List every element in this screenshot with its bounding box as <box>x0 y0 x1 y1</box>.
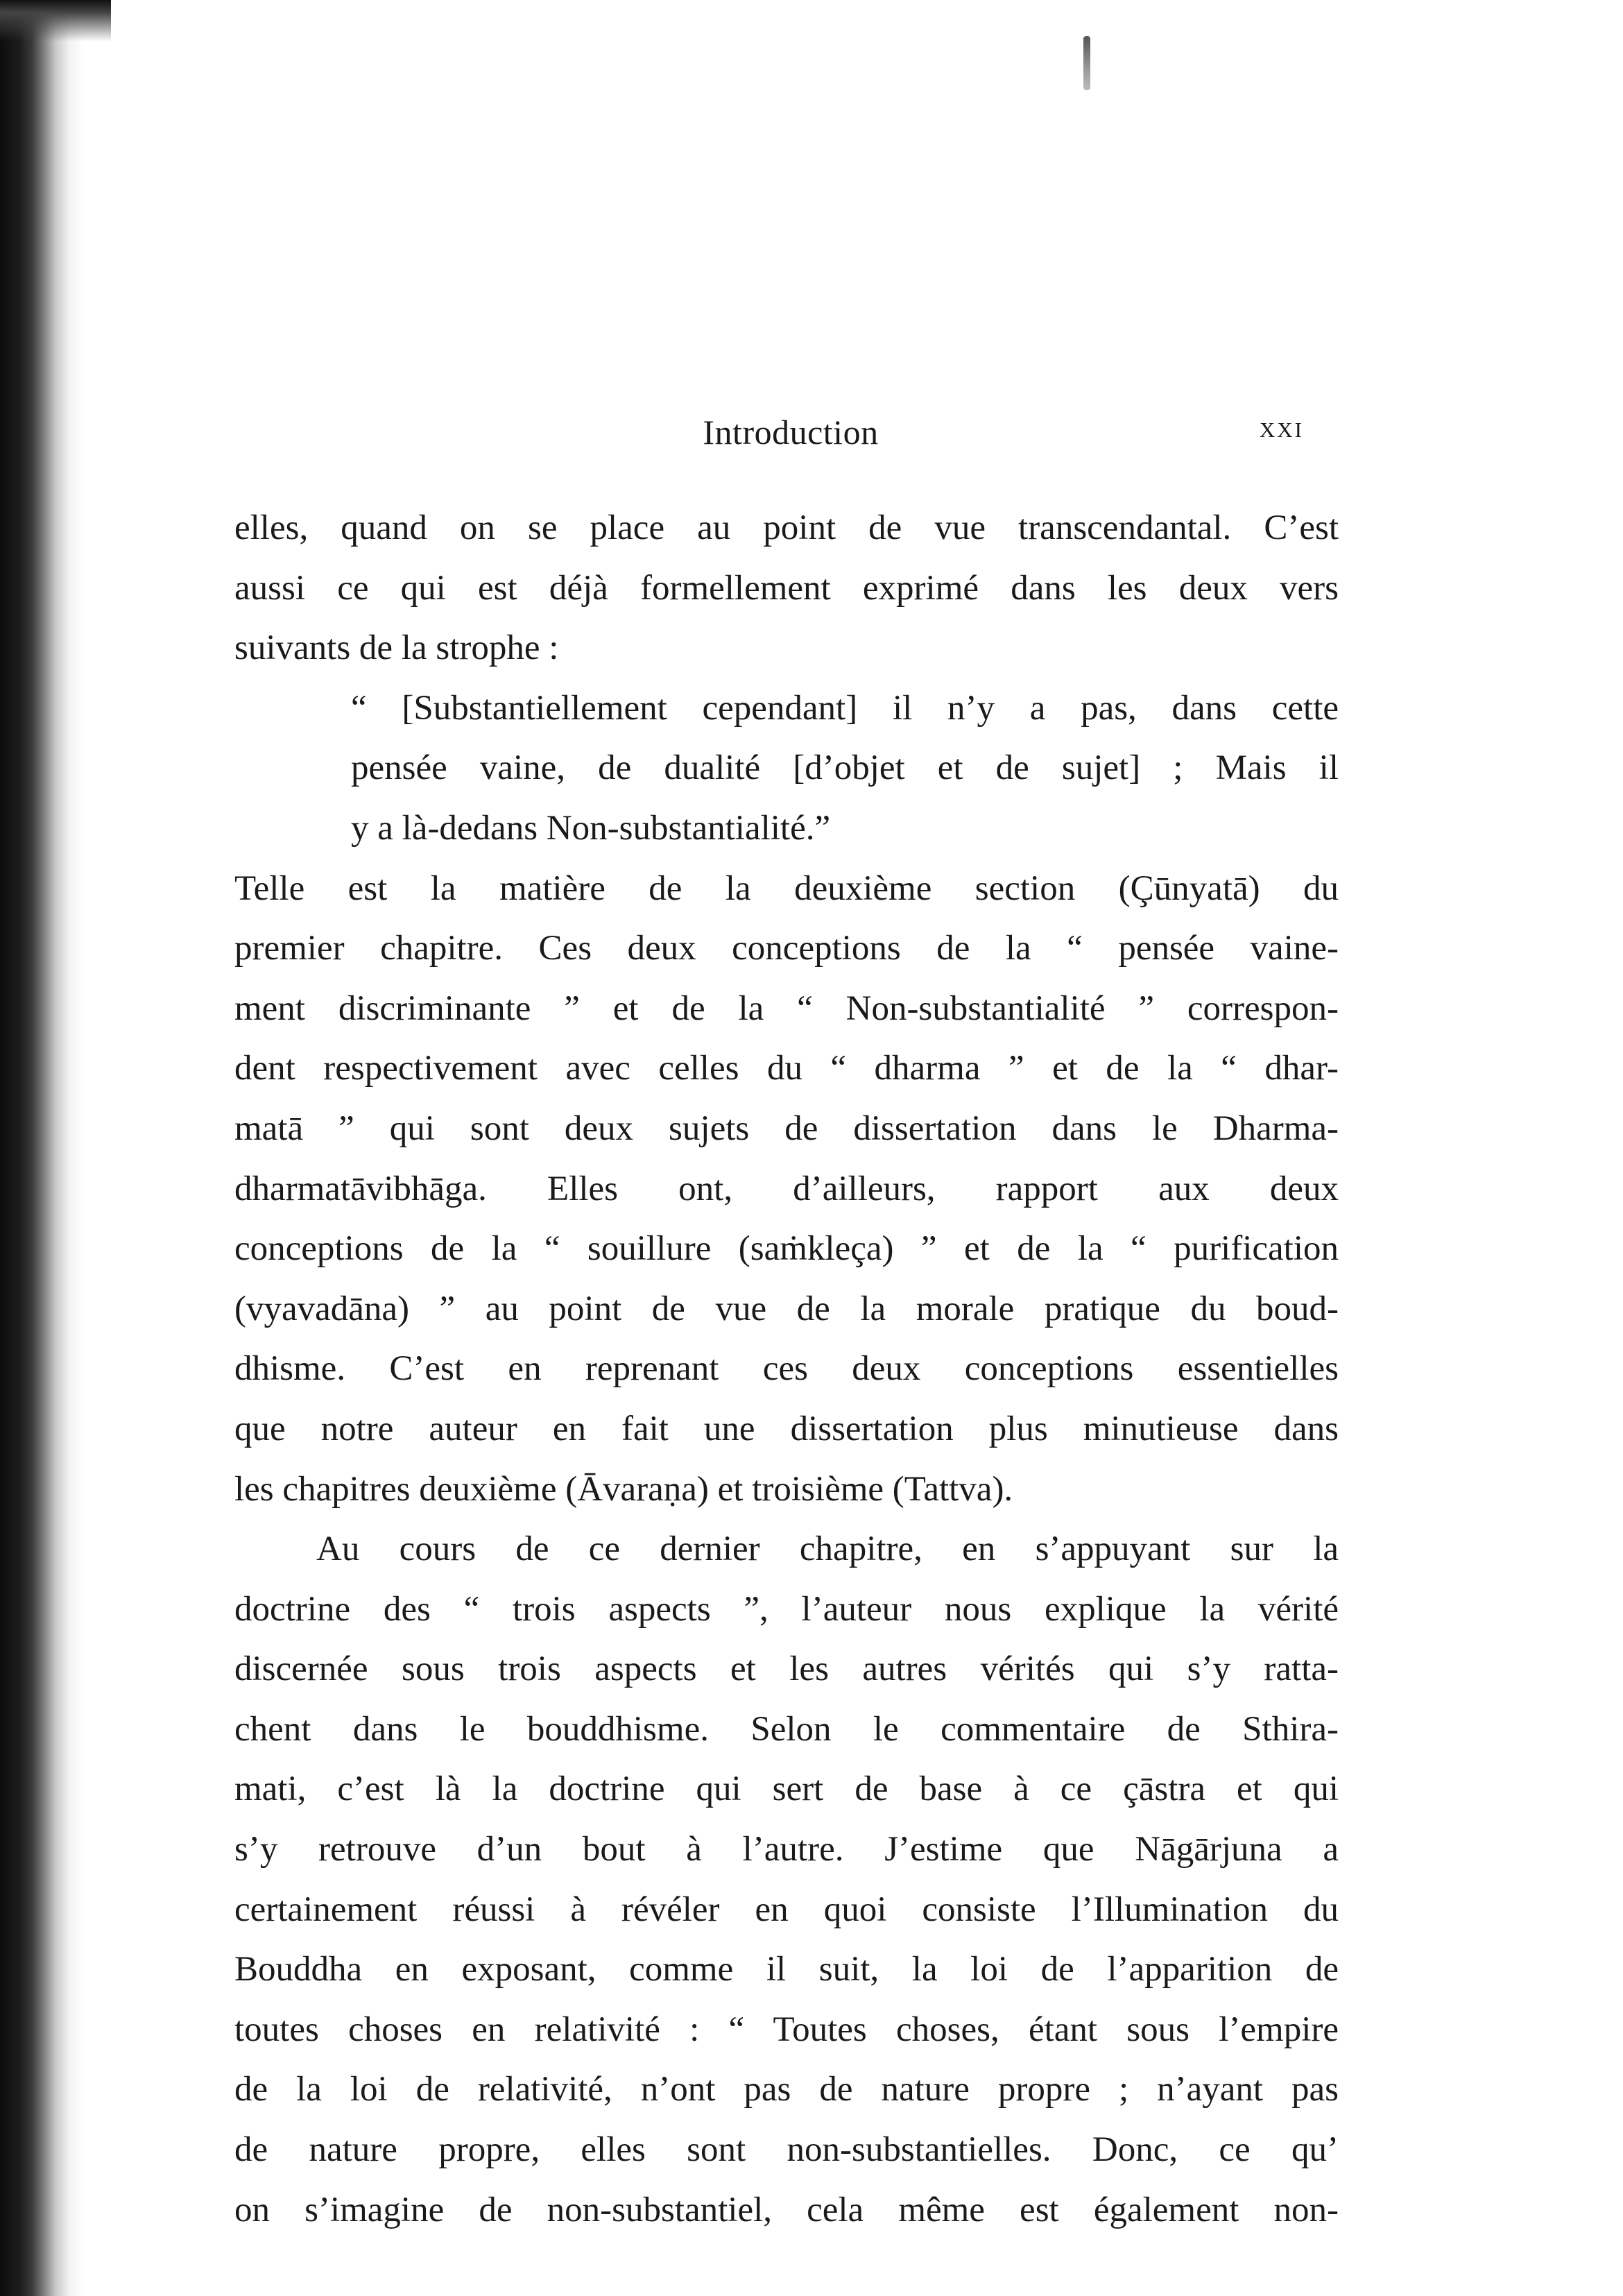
body-text <box>234 498 1339 2240</box>
quote-line: “ [Substantiellement cependant] il n’y a pas, dans cette <box>351 688 1339 728</box>
running-header <box>0 408 1623 463</box>
text-line: chent dans le bouddhisme. Selon le commentaire de Sthira- <box>234 1709 1339 1749</box>
text-line: s’y retrouve d’un bout à l’autre. J’estime que Nāgārjuna a <box>234 1830 1339 1869</box>
text-line: Telle est la matière de la deuxième section (Çūnyatā) du <box>234 868 1339 908</box>
text-line: conceptions de la “ souillure (saṁkleça) ” et de la “ purification <box>234 1229 1339 1269</box>
text-line: (vyavadāna) ” au point de vue de la morale pratique du boud- <box>234 1289 1339 1328</box>
text-line: matā ” qui sont deux sujets de dissertation dans le Dharma- <box>234 1108 1339 1148</box>
text-line: elles, quand on se place au point de vue transcendantal. C’est <box>234 508 1339 547</box>
text-line: de la loi de relativité, n’ont pas de nature propre ; n’ayant pas <box>234 2070 1339 2109</box>
page-number: xxi <box>1259 410 1304 444</box>
text-line: de nature propre, elles sont non-substantielles. Donc, ce qu’ <box>234 2130 1339 2170</box>
text-line: Bouddha en exposant, comme il suit, la loi de l’apparition de <box>234 1950 1339 1989</box>
text-line: aussi ce qui est déjà formellement exprimé dans les deux vers <box>234 568 1339 608</box>
text-line: ment discriminante ” et de la “ Non-substantialité ” correspon- <box>234 988 1339 1028</box>
text-line: doctrine des “ trois aspects ”, l’auteur nous explique la vérité <box>234 1589 1339 1629</box>
text-line: toutes choses en relativité : “ Toutes choses, étant sous l’empire <box>234 2010 1339 2049</box>
text-line: dhisme. C’est en reprenant ces deux conceptions essentielles <box>234 1349 1339 1389</box>
running-title: Introduction <box>703 413 879 452</box>
text-line: suivants de la strophe : <box>234 628 559 668</box>
text-line: on s’imagine de non-substantiel, cela même est également non- <box>234 2190 1339 2229</box>
text-line: discernée sous trois aspects et les autres vérités qui s’y ratta- <box>234 1650 1339 1689</box>
text-line: premier chapitre. Ces deux conceptions de la “ pensée vaine- <box>234 929 1339 968</box>
text-line: que notre auteur en fait une dissertation plus minutieuse dans <box>234 1409 1339 1448</box>
quote-line: pensée vaine, de dualité [d’objet et de sujet] ; Mais il <box>351 748 1339 788</box>
quote-line: y a là-dedans Non-substantialité.” <box>351 808 831 848</box>
text-line: certainement réussi à révéler en quoi consiste l’Illumination du <box>234 1890 1339 1929</box>
text-line: dent respectivement avec celles du “ dharma ” et de la “ dhar- <box>234 1049 1339 1088</box>
text-line: les chapitres deuxième (Āvaraṇa) et troisième (Tattva). <box>234 1469 1013 1509</box>
paragraph-start-line: Au cours de ce dernier chapitre, en s’appuyant sur la <box>316 1530 1339 1569</box>
binding-shadow <box>0 0 83 2296</box>
scan-mark <box>1083 36 1090 90</box>
binding-shadow-top <box>0 0 111 42</box>
text-line: dharmatāvibhāga. Elles ont, d’ailleurs, rapport aux deux <box>234 1169 1339 1208</box>
text-line: mati, c’est là la doctrine qui sert de base à ce çāstra et qui <box>234 1770 1339 1809</box>
